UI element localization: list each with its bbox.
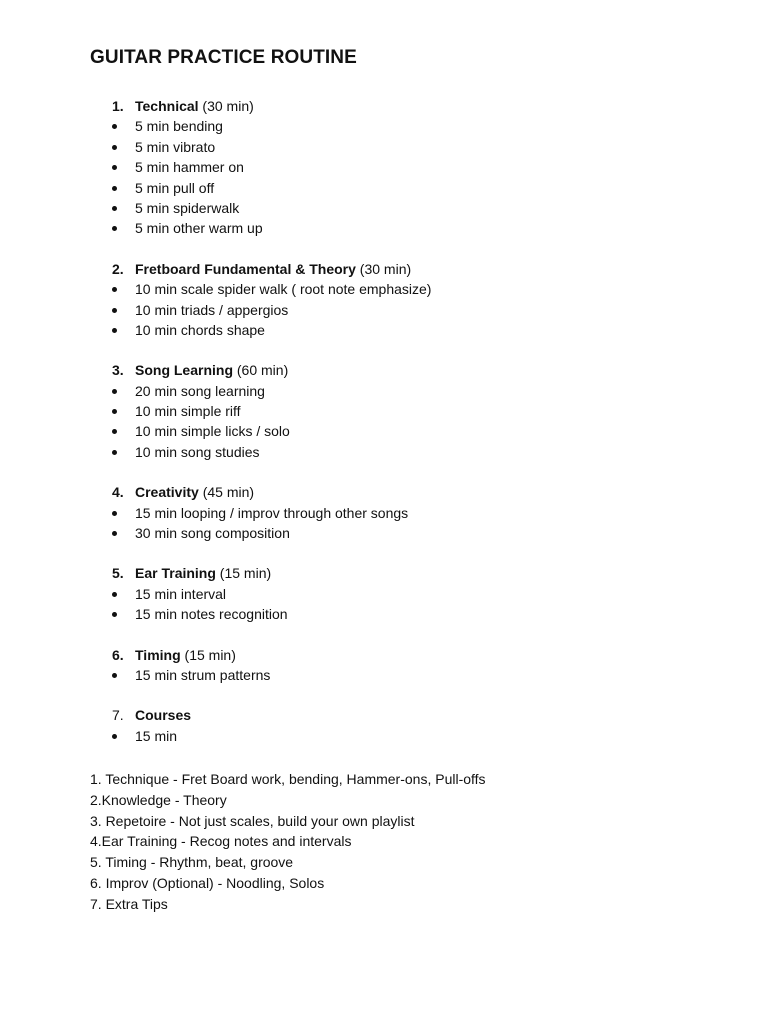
bullet-list bbox=[0, 726, 768, 746]
summary-line: 1. Technique - Fret Board work, bending, Hammer-ons, Pull-offs bbox=[90, 771, 486, 787]
list-item-text: 15 min interval bbox=[135, 585, 227, 602]
bullet-list bbox=[0, 503, 768, 544]
section-technical bbox=[0, 96, 768, 239]
list-item bbox=[0, 157, 768, 177]
section-number: 3. bbox=[112, 362, 124, 379]
list-item bbox=[0, 381, 768, 401]
bullet-icon bbox=[112, 612, 117, 617]
list-item bbox=[0, 726, 768, 746]
section-name: Creativity bbox=[135, 484, 199, 501]
list-item bbox=[0, 401, 768, 421]
list-item-text: 10 min triads / appergios bbox=[135, 301, 289, 318]
bullet-icon bbox=[112, 531, 117, 536]
section-heading bbox=[0, 259, 768, 279]
section-heading bbox=[0, 482, 768, 502]
list-item-text: 10 min song studies bbox=[135, 443, 260, 460]
section-heading-text bbox=[135, 259, 411, 279]
section-number: 7. bbox=[112, 707, 124, 724]
summary-line: 2.Knowledge - Theory bbox=[90, 791, 227, 808]
list-item bbox=[0, 137, 768, 157]
bullet-list bbox=[0, 584, 768, 625]
list-item-text: 10 min chords shape bbox=[135, 321, 265, 338]
bullet-list bbox=[0, 279, 768, 340]
summary-line: 4.Ear Training - Recog notes and intervals bbox=[90, 833, 352, 850]
section-song-learning bbox=[0, 360, 768, 462]
bullet-icon bbox=[112, 592, 117, 597]
section-number: 5. bbox=[112, 565, 124, 582]
list-item-text: 5 min pull off bbox=[135, 179, 215, 196]
list-item-text: 5 min spiderwalk bbox=[135, 199, 240, 216]
bullet-icon bbox=[112, 328, 117, 333]
section-heading-text bbox=[135, 563, 271, 583]
section-name: Courses bbox=[135, 707, 192, 724]
section-name: Song Learning bbox=[135, 362, 233, 379]
section-heading bbox=[0, 705, 768, 725]
list-item bbox=[0, 421, 768, 441]
section-name: Technical bbox=[135, 98, 199, 114]
list-item-text: 20 min song learning bbox=[135, 382, 265, 399]
bullet-icon bbox=[112, 308, 117, 313]
section-heading-text bbox=[135, 360, 288, 380]
list-item-text: 10 min scale spider walk ( root note emphasize) bbox=[135, 281, 432, 298]
bullet-icon bbox=[112, 389, 117, 394]
list-item-text: 15 min bbox=[135, 727, 178, 744]
section-name: Ear Training bbox=[135, 565, 216, 582]
section-heading-text bbox=[135, 96, 254, 116]
list-item-text: 10 min simple licks / solo bbox=[135, 423, 290, 440]
list-item-text: 5 min vibrato bbox=[135, 138, 216, 155]
list-item bbox=[0, 198, 768, 218]
list-item bbox=[0, 503, 768, 523]
list-item bbox=[0, 279, 768, 299]
bullet-icon bbox=[112, 206, 117, 211]
list-item-text: 15 min looping / improv through other songs bbox=[135, 504, 409, 521]
list-item-text: 10 min simple riff bbox=[135, 403, 241, 420]
bullet-list bbox=[0, 116, 768, 238]
section-heading-text bbox=[135, 482, 254, 502]
section-timing bbox=[0, 645, 768, 686]
bullet-icon bbox=[112, 124, 117, 129]
bullet-list bbox=[0, 381, 768, 463]
summary-line: 6. Improv (Optional) - Noodling, Solos bbox=[90, 874, 325, 891]
bullet-icon bbox=[112, 226, 117, 231]
bullet-icon bbox=[112, 409, 117, 414]
section-name: Fretboard Fundamental & Theory bbox=[135, 260, 356, 277]
list-item bbox=[0, 442, 768, 462]
section-duration: (45 min) bbox=[198, 484, 255, 501]
section-heading-text bbox=[135, 645, 236, 665]
section-creativity bbox=[0, 482, 768, 543]
summary-list bbox=[90, 769, 730, 915]
bullet-list bbox=[0, 665, 768, 685]
section-heading bbox=[0, 96, 768, 116]
summary-line: 3. Repetoire - Not just scales, build your own playlist bbox=[90, 812, 415, 829]
section-heading bbox=[0, 563, 768, 583]
section-number: 4. bbox=[112, 484, 124, 501]
list-item bbox=[0, 584, 768, 604]
list-item-text: 5 min hammer on bbox=[135, 159, 244, 176]
list-item bbox=[0, 300, 768, 320]
bullet-icon bbox=[112, 145, 117, 150]
bullet-icon bbox=[112, 165, 117, 170]
list-item bbox=[0, 604, 768, 624]
section-duration: (30 min) bbox=[198, 98, 254, 114]
list-item-text: 5 min bending bbox=[135, 118, 223, 135]
document-title: GUITAR PRACTICE ROUTINE bbox=[90, 47, 357, 68]
bullet-icon bbox=[112, 287, 117, 292]
section-duration: (60 min) bbox=[233, 362, 289, 379]
section-heading bbox=[0, 645, 768, 665]
section-heading bbox=[0, 360, 768, 380]
list-item-text: 30 min song composition bbox=[135, 525, 290, 542]
section-duration: (15 min) bbox=[215, 565, 272, 582]
section-number: 2. bbox=[112, 260, 124, 277]
bullet-icon bbox=[112, 734, 117, 739]
section-number: 6. bbox=[112, 646, 124, 663]
list-item bbox=[0, 116, 768, 136]
practice-sections bbox=[0, 96, 768, 766]
list-item bbox=[0, 320, 768, 340]
list-item-text: 15 min notes recognition bbox=[135, 606, 288, 623]
list-item-text: 15 min strum patterns bbox=[135, 666, 271, 683]
list-item bbox=[0, 218, 768, 238]
bullet-icon bbox=[112, 673, 117, 678]
section-duration: (15 min) bbox=[180, 646, 236, 663]
list-item bbox=[0, 178, 768, 198]
section-duration: (30 min) bbox=[355, 260, 412, 277]
section-number: 1. bbox=[112, 98, 124, 114]
list-item-text: 5 min other warm up bbox=[135, 220, 263, 237]
section-heading-text bbox=[135, 705, 191, 725]
bullet-icon bbox=[112, 511, 117, 516]
bullet-icon bbox=[112, 450, 117, 455]
section-name: Timing bbox=[135, 646, 181, 663]
section-courses bbox=[0, 705, 768, 746]
summary-line: 7. Extra Tips bbox=[90, 895, 168, 912]
section-ear-training bbox=[0, 563, 768, 624]
section-fretboard bbox=[0, 259, 768, 341]
summary-line: 5. Timing - Rhythm, beat, groove bbox=[90, 854, 294, 871]
list-item bbox=[0, 523, 768, 543]
bullet-icon bbox=[112, 429, 117, 434]
bullet-icon bbox=[112, 186, 117, 191]
list-item bbox=[0, 665, 768, 685]
